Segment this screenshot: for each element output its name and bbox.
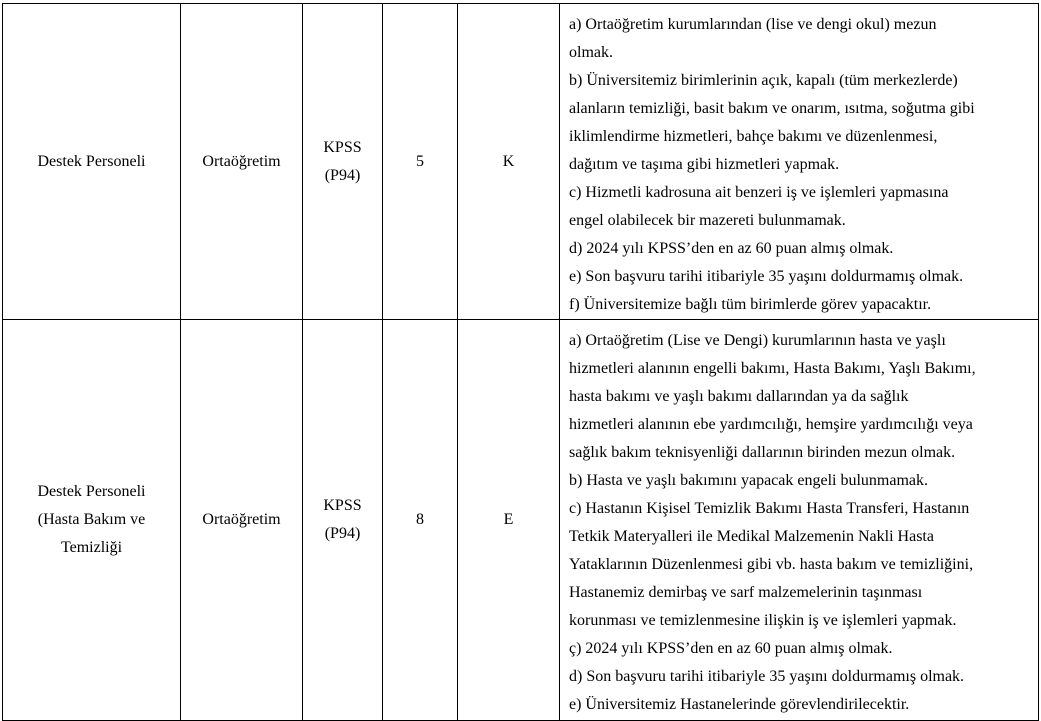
- requirement-line: e) Son başvuru tarihi itibariyle 35 yaşını doldurmamış olmak.: [569, 268, 964, 285]
- requirement-line: dağıtım ve taşıma gibi hizmetleri yapmak.: [569, 156, 840, 173]
- position-cell: [3, 4, 181, 320]
- gender-cell: K: [458, 4, 560, 320]
- requirement-line: a) Ortaöğretim kurumlarından (lise ve dengi okul) mezun: [569, 16, 937, 33]
- requirement-line: d) 2024 yılı KPSS’den en az 60 puan almış olmak.: [569, 240, 894, 257]
- table-row: [3, 320, 1039, 721]
- requirements-cell: [560, 320, 1039, 721]
- exam-cell: [303, 320, 383, 721]
- requirement-line: Hastanemiz demirbaş ve sarf malzemelerinin taşınması: [569, 584, 923, 601]
- requirement-line: b) Hasta ve yaşlı bakımını yapacak engeli bulunmamak.: [569, 472, 928, 489]
- count-cell: 8: [383, 320, 458, 721]
- requirement-line: sağlık bakım teknisyenliği dallarının birinden mezun olmak.: [569, 444, 956, 461]
- requirement-line: Tetkik Materyalleri ile Medikal Malzemenin Nakli Hasta: [569, 528, 934, 545]
- exam-line: KPSS: [323, 497, 362, 514]
- requirement-line: hasta bakımı ve yaşlı bakımı dallarından ya da sağlık: [569, 388, 909, 405]
- requirement-line: engel olabilecek bir mazereti bulunmamak.: [569, 212, 846, 229]
- requirement-line: d) Son başvuru tarihi itibariyle 35 yaşını doldurmamış olmak.: [569, 668, 965, 685]
- exam-line: KPSS: [323, 138, 362, 156]
- exam-cell: [303, 4, 383, 320]
- table-row: [3, 4, 1039, 320]
- positions-table: [2, 3, 1039, 721]
- requirement-line: korunması ve temizlenmesine ilişkin iş ve işlemleri yapmak.: [569, 612, 957, 629]
- requirement-line: hizmetleri alanının ebe yardımcılığı, hemşire yardımcılığı veya: [569, 416, 973, 433]
- requirement-line: alanların temizliği, basit bakım ve onarım, ısıtma, soğutma gibi: [569, 100, 975, 117]
- requirement-line: e) Üniversitemiz Hastanelerinde görevlendirilecektir.: [569, 696, 910, 713]
- requirement-line: b) Üniversitemiz birimlerinin açık, kapalı (tüm merkezlerde): [569, 72, 958, 89]
- position-line: Destek Personeli: [37, 483, 146, 500]
- gender-cell: E: [458, 320, 560, 721]
- requirement-line: c) Hizmetli kadrosuna ait benzeri iş ve işlemleri yapmasına: [569, 184, 949, 201]
- position-line: (Hasta Bakım ve: [37, 511, 146, 528]
- count-cell: 5: [383, 4, 458, 320]
- requirement-line: f) Üniversitemize bağlı tüm birimlerde görev yapacaktır.: [569, 296, 932, 313]
- requirement-line: a) Ortaöğretim (Lise ve Dengi) kurumlarının hasta ve yaşlı: [569, 332, 946, 349]
- requirement-line: olmak.: [569, 44, 613, 61]
- position-line: Temizliği: [60, 539, 123, 556]
- position-line: Destek Personeli: [37, 152, 146, 170]
- requirement-line: c) Hastanın Kişisel Temizlik Bakımı Hasta Transferi, Hastanın: [569, 500, 970, 517]
- requirement-line: iklimlendirme hizmetleri, bahçe bakımı ve düzenlenmesi,: [569, 128, 938, 145]
- requirement-line: hizmetleri alanının engelli bakımı, Hasta Bakımı, Yaşlı Bakımı,: [569, 360, 976, 377]
- exam-line: (P94): [324, 525, 361, 542]
- position-cell: [3, 320, 181, 721]
- requirement-line: ç) 2024 yılı KPSS’den en az 60 puan almış olmak.: [569, 640, 893, 657]
- requirement-line: Yataklarının Düzenlenmesi gibi vb. hasta bakım ve temizliğini,: [569, 556, 974, 573]
- education-cell: Ortaöğretim: [181, 320, 303, 721]
- exam-line: (P94): [324, 166, 361, 184]
- requirements-cell: [560, 4, 1039, 320]
- education-cell: Ortaöğretim: [181, 4, 303, 320]
